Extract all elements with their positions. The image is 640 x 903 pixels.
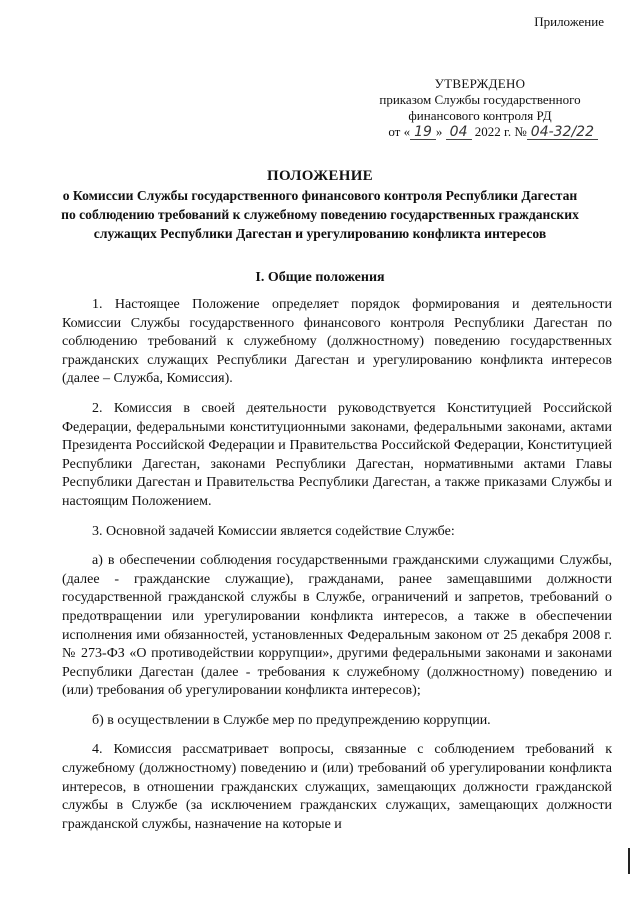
document-body (62, 296, 612, 834)
year-text: 2022 г. № (474, 124, 527, 139)
document-title: ПОЛОЖЕНИЕ (267, 168, 373, 184)
paragraph-4: 4. Комиссия рассматривает вопросы, связанные с соблюдением требований к служебному (должностному) поведению и (или) требований об урегулировании конфликта интересов, в отношении гражданских служащих, замещающих должности гражданской службы в Службе (за исключением гражданских служащих, замещающих должности гражданской службы, назначение на которые и (62, 742, 612, 832)
handwritten-day: 19 (410, 126, 436, 140)
date-mid: » (435, 124, 443, 139)
handwritten-number: 04-32/22 (527, 126, 598, 140)
paragraph-3a: а) в обеспечении соблюдения государственными гражданскими служащими Службы, (далее - гражданские служащие), гражданами, ранее замещавшими должности государственной гражданской службы в Службе, ограничений и запретов, требований о предотвращении или урегулировании конфликта интересов, а также в обеспечении исполнения ими обязанностей, установленных Федеральным законом от 25 декабря 2008 г. № 273-ФЗ «О противодействии коррупции», другими федеральными законами и законами Республики Дагестан (далее - требования к служебному (должностному) поведению и (или) требования об урегулировании конфликта интересов); (62, 553, 612, 699)
scan-edge-mark (628, 848, 630, 874)
appendix-label: Приложение (534, 14, 604, 29)
paragraph-3b: б) в осуществлении в Службе мер по предупреждению коррупции. (92, 712, 491, 728)
approval-date-line (356, 124, 604, 140)
paragraph-1: 1. Настоящее Положение определяет порядок формирования и деятельности Комиссии Службы государственного финансового контроля Республики Дагестан по соблюдению требований к служебному (должностному) поведению государственных гражданских служащих Республики Дагестан и урегулированию конфликта интересов (далее – Служба, Комиссия). (62, 297, 612, 387)
section-heading: I. Общие положения (255, 270, 385, 285)
approval-title: УТВЕРЖДЕНО (434, 76, 526, 91)
paragraph-3: 3. Основной задачей Комиссии является содействие Службе: (92, 523, 455, 539)
approval-line-2: финансового контроля РД (408, 108, 552, 123)
paragraph-2: 2. Комиссия в своей деятельности руководствуется Конституцией Российской Федерации, федеральными конституционными законами, федеральными законами, актами Президента Российской Федерации и Правительства Российской Федерации, Конституцией Республики Дагестан, законами Республики Дагестан, нормативными актами Главы Республики Дагестан и Правительства Республики Дагестан, а также приказами Службы и настоящим Положением. (62, 400, 612, 509)
date-prefix: от « (388, 124, 411, 139)
handwritten-month: 04 (446, 126, 472, 140)
document-subtitle: о Комиссии Службы государственного финансового контроля Республики Дагестан по соблюдению требований к служебному поведению государственных гражданских служащих Республики Дагестан и урегулированию конфликта интересов (61, 188, 579, 241)
approval-stamp (356, 76, 604, 140)
approval-line-1: приказом Службы государственного (379, 92, 581, 107)
